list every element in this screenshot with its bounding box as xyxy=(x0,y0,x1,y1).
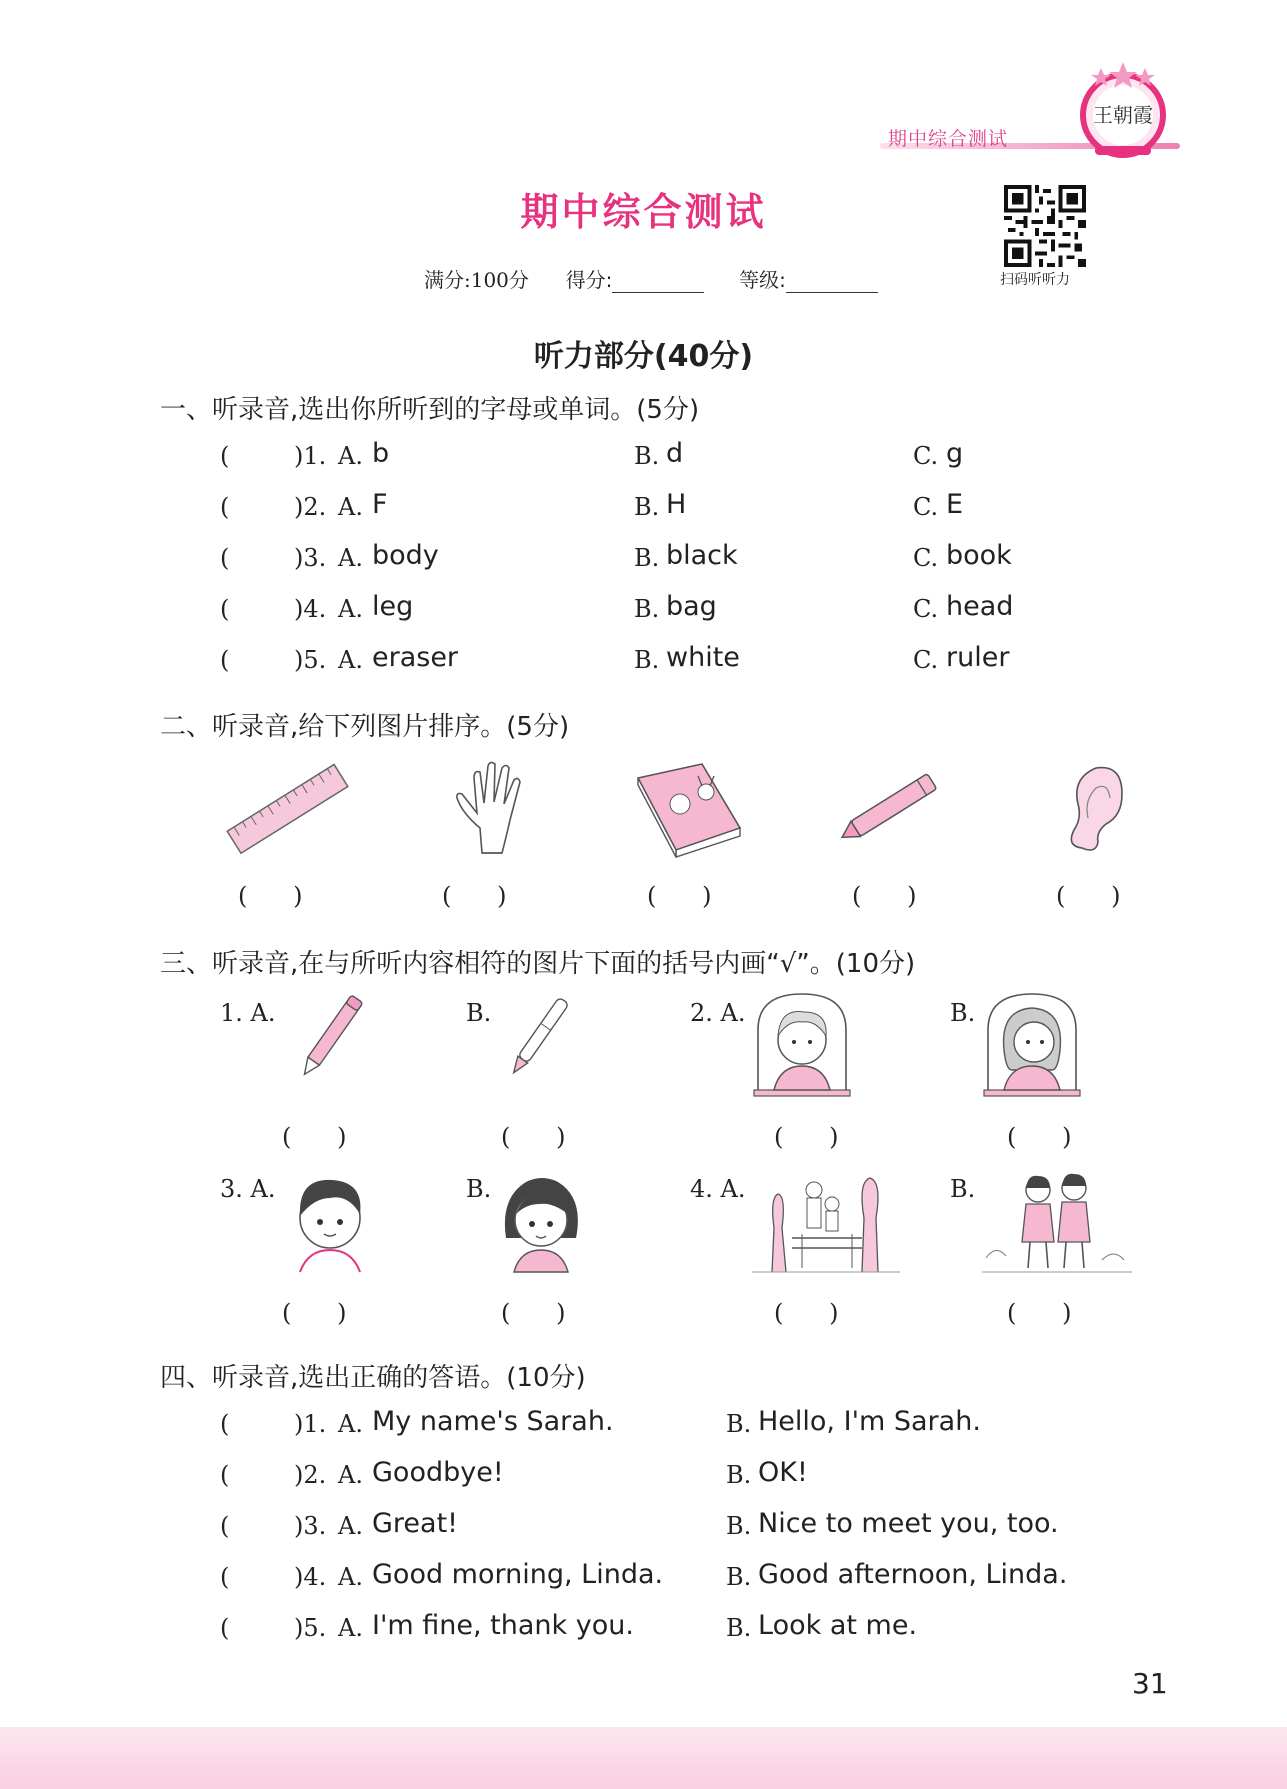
item-number: )1. xyxy=(294,1410,327,1438)
option-b: Nice to meet you, too. xyxy=(758,1508,1059,1539)
option-a: leg xyxy=(372,591,414,622)
item-number: )2. xyxy=(294,1461,327,1489)
answer-bracket[interactable]: ( ) xyxy=(501,1123,566,1151)
option-c: book xyxy=(946,540,1012,571)
answer-paren[interactable]: ( xyxy=(220,493,230,521)
answer-paren[interactable]: ( xyxy=(220,595,230,623)
answer-bracket[interactable]: ( ) xyxy=(774,1299,839,1327)
option-a: b xyxy=(372,438,390,469)
ear-image xyxy=(1062,758,1132,858)
item-number: )3. xyxy=(294,1512,327,1540)
answer-bracket[interactable]: ( ) xyxy=(1007,1123,1072,1151)
option-a-label: A. xyxy=(338,646,363,674)
option-b-label: B. xyxy=(726,1614,752,1642)
answer-bracket[interactable]: ( ) xyxy=(852,882,917,910)
option-b: bag xyxy=(666,591,717,622)
answer-paren[interactable]: ( xyxy=(220,544,230,572)
option-b: white xyxy=(666,642,740,673)
option-a-label: A. xyxy=(338,595,363,623)
answer-paren[interactable]: ( xyxy=(220,646,230,674)
item-number: )5. xyxy=(294,1614,327,1642)
q4-item xyxy=(220,1406,1120,1454)
option-b-label: B. xyxy=(634,646,660,674)
option-b-label: B. xyxy=(726,1563,752,1591)
answer-paren[interactable]: ( xyxy=(220,1461,230,1489)
q4-item xyxy=(220,1559,1120,1607)
option-c-label: C. xyxy=(913,493,939,521)
item-number: )2. xyxy=(294,493,327,521)
q1-item xyxy=(220,489,1120,537)
option-a: Good morning, Linda. xyxy=(372,1559,664,1590)
pencil-image xyxy=(282,990,382,1080)
option-b: black xyxy=(666,540,738,571)
answer-bracket[interactable]: ( ) xyxy=(442,882,507,910)
answer-bracket[interactable]: ( ) xyxy=(238,882,303,910)
option-a-label: A. xyxy=(338,1512,363,1540)
logo-text: 王朝霞 xyxy=(1093,103,1153,127)
option-a: F xyxy=(372,489,388,520)
page-number: 31 xyxy=(1132,1667,1168,1700)
option-b-label: B. xyxy=(726,1512,752,1540)
option-b: Look at me. xyxy=(758,1610,918,1641)
option-a-label: A. xyxy=(338,1563,363,1591)
q1-item xyxy=(220,540,1120,588)
listening-section-heading: 听力部分(40分) xyxy=(533,339,754,374)
option-b-label: B. xyxy=(634,442,660,470)
answer-bracket[interactable]: ( ) xyxy=(501,1299,566,1327)
option-c: E xyxy=(946,489,964,520)
option-c-label: C. xyxy=(913,544,939,572)
option-a: Great! xyxy=(372,1508,458,1539)
option-c: ruler xyxy=(946,642,1010,673)
page-title: 期中综合测试 xyxy=(520,190,767,234)
q4-heading: 四、听录音,选出正确的答语。(10分) xyxy=(160,1363,586,1393)
option-b-label: B. xyxy=(634,493,660,521)
q1-item xyxy=(220,438,1120,486)
answer-bracket[interactable]: ( ) xyxy=(774,1123,839,1151)
boy-face-image xyxy=(752,990,852,1102)
score-blank xyxy=(612,292,704,293)
q3-label: B. xyxy=(950,999,976,1027)
girl-face-image xyxy=(982,990,1082,1102)
q3-label: 1. A. xyxy=(220,999,276,1027)
footer-band xyxy=(0,1727,1287,1789)
boy-image xyxy=(288,1168,372,1274)
crayon-image xyxy=(832,758,950,858)
q1-heading: 一、听录音,选出你所听到的字母或单词。(5分) xyxy=(160,395,700,425)
zoo-scene-image xyxy=(752,1168,900,1278)
pen-image xyxy=(490,990,590,1080)
answer-bracket[interactable]: ( ) xyxy=(1056,882,1121,910)
option-a-label: A. xyxy=(338,493,363,521)
q1-item xyxy=(220,591,1120,639)
option-b: Good afternoon, Linda. xyxy=(758,1559,1068,1590)
answer-paren[interactable]: ( xyxy=(220,1614,230,1642)
item-number: )1. xyxy=(294,442,327,470)
option-a: I'm fine, thank you. xyxy=(372,1610,634,1641)
q2-heading: 二、听录音,给下列图片排序。(5分) xyxy=(160,712,570,742)
option-b: d xyxy=(666,438,684,469)
option-b: Hello, I'm Sarah. xyxy=(758,1406,981,1437)
q3-label: B. xyxy=(466,999,492,1027)
grade-blank xyxy=(786,292,878,293)
answer-paren[interactable]: ( xyxy=(220,442,230,470)
option-c: g xyxy=(946,438,964,469)
answer-paren[interactable]: ( xyxy=(220,1512,230,1540)
option-c-label: C. xyxy=(913,442,939,470)
ruler-image xyxy=(222,758,352,858)
q3-label: 4. A. xyxy=(690,1175,746,1203)
q3-label: 3. A. xyxy=(220,1175,276,1203)
q3-label: 2. A. xyxy=(690,999,746,1027)
option-a-label: A. xyxy=(338,1614,363,1642)
hand-image xyxy=(452,758,542,858)
option-c: head xyxy=(946,591,1014,622)
q3-heading: 三、听录音,在与所听内容相符的图片下面的括号内画“√”。(10分) xyxy=(160,949,916,979)
option-b: OK! xyxy=(758,1457,808,1488)
option-a-label: A. xyxy=(338,442,363,470)
q1-item xyxy=(220,642,1120,690)
book-image xyxy=(632,758,744,858)
answer-bracket[interactable]: ( ) xyxy=(282,1299,347,1327)
score-line xyxy=(424,264,878,293)
full-score: 满分:100分 xyxy=(424,268,529,292)
two-girls-image xyxy=(982,1168,1132,1278)
answer-bracket[interactable]: ( ) xyxy=(647,882,712,910)
option-a-label: A. xyxy=(338,544,363,572)
girl-image xyxy=(496,1168,586,1274)
q3-label: B. xyxy=(950,1175,976,1203)
option-c-label: C. xyxy=(913,595,939,623)
brand-logo xyxy=(1073,60,1173,160)
option-a: eraser xyxy=(372,642,459,673)
option-a-label: A. xyxy=(338,1410,363,1438)
answer-bracket[interactable]: ( ) xyxy=(1007,1299,1072,1327)
item-number: )4. xyxy=(294,595,327,623)
q3-label: B. xyxy=(466,1175,492,1203)
option-b-label: B. xyxy=(634,595,660,623)
option-a-label: A. xyxy=(338,1461,363,1489)
answer-paren[interactable]: ( xyxy=(220,1563,230,1591)
header-label: 期中综合测试 xyxy=(888,128,1009,150)
option-a: Goodbye! xyxy=(372,1457,504,1488)
answer-bracket[interactable]: ( ) xyxy=(282,1123,347,1151)
option-b: H xyxy=(666,489,687,520)
option-b-label: B. xyxy=(634,544,660,572)
qr-caption: 扫码听听力 xyxy=(1000,272,1070,288)
item-number: )5. xyxy=(294,646,327,674)
qr-code[interactable] xyxy=(1004,185,1086,267)
q1-list xyxy=(220,438,1120,690)
option-b-label: B. xyxy=(726,1410,752,1438)
q4-list xyxy=(220,1406,1120,1658)
option-b-label: B. xyxy=(726,1461,752,1489)
q4-item xyxy=(220,1457,1120,1505)
grade-label: 等级: xyxy=(739,268,786,292)
score-label: 得分: xyxy=(565,268,613,292)
q4-item xyxy=(220,1508,1120,1556)
item-number: )4. xyxy=(294,1563,327,1591)
option-a: My name's Sarah. xyxy=(372,1406,614,1437)
item-number: )3. xyxy=(294,544,327,572)
option-c-label: C. xyxy=(913,646,939,674)
q4-item xyxy=(220,1610,1120,1658)
option-a: body xyxy=(372,540,439,571)
answer-paren[interactable]: ( xyxy=(220,1410,230,1438)
